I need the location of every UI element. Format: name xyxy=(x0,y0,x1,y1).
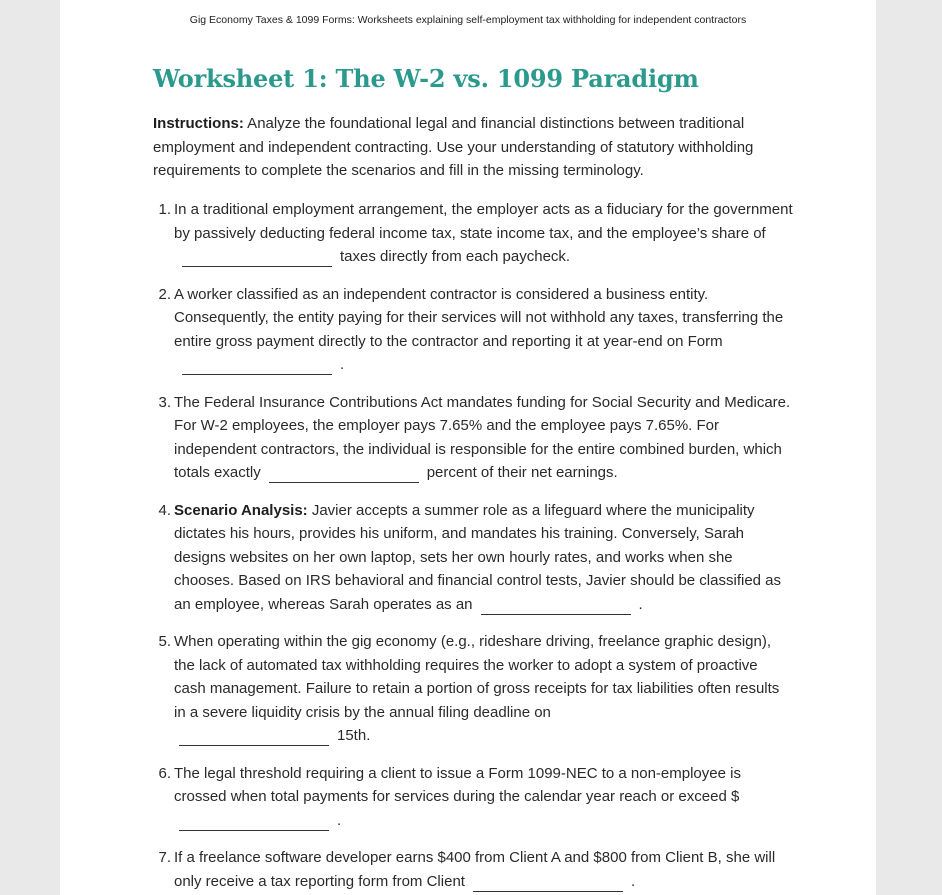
answer-blank[interactable] xyxy=(179,728,329,746)
question-item xyxy=(153,846,793,893)
question-text-after: . xyxy=(638,595,643,613)
question-text: In a traditional employment arrangement, the employer acts as a fiduciary for the government by passively deducting federal income tax, state income tax, and the employee’s share of xyxy=(174,201,793,242)
question-number: 6. xyxy=(158,764,171,782)
question-text-after: percent of their net earnings. xyxy=(426,464,618,481)
answer-blank[interactable] xyxy=(473,874,623,892)
question-text-after: 15th. xyxy=(337,727,371,744)
answer-blank[interactable] xyxy=(179,813,329,831)
question-text-after: taxes directly from each paycheck. xyxy=(340,248,571,265)
instructions-text: Analyze the foundational legal and financial distinctions between traditional employment and independent contracting. Use your understanding of statutory withholding requirements to complete the scenarios and fill in the missing terminology. xyxy=(153,115,754,179)
answer-blank[interactable] xyxy=(269,465,419,483)
question-number: 2. xyxy=(158,285,171,303)
question-text: When operating within the gig economy (e.g., rideshare driving, freelance graphic design), the lack of automated tax withholding requires the worker to adopt a system of proactive cash management. Failure to retain a portion of gross receipts for tax liabilities often results in a severe liquidity crisis by the annual filing deadline on xyxy=(174,633,780,721)
question-list xyxy=(153,198,793,895)
question-item xyxy=(153,283,793,377)
question-number: 3. xyxy=(158,393,171,411)
question-item xyxy=(153,630,793,748)
question-text: If a freelance software developer earns $400 from Client A and $800 from Client B, she will only receive a tax reporting form from Client xyxy=(174,849,776,890)
question-number: 4. xyxy=(158,501,171,519)
question-text-after: . xyxy=(337,811,342,829)
question-text-after: . xyxy=(630,872,636,890)
question-item xyxy=(153,499,793,617)
worksheet-title: Worksheet 1: The W-2 vs. 1099 Paradigm xyxy=(153,64,699,93)
answer-blank[interactable] xyxy=(182,357,332,375)
running-header: Gig Economy Taxes & 1099 Forms: Worksheets explaining self-employment tax withholding for independent contractors xyxy=(189,14,747,26)
question-item xyxy=(153,391,793,485)
question-item xyxy=(153,762,793,833)
answer-blank[interactable] xyxy=(481,597,631,615)
question-text: The legal threshold requiring a client to issue a Form 1099-NEC to a non-employee is crossed when total payments for services during the calendar year reach or exceed $ xyxy=(174,764,741,805)
worksheet-page xyxy=(60,0,876,895)
instructions-paragraph xyxy=(153,112,783,183)
instructions-label: Instructions: xyxy=(153,115,244,132)
question-item xyxy=(153,198,793,269)
question-number: 5. xyxy=(158,633,171,650)
question-number: 7. xyxy=(158,849,171,866)
answer-blank[interactable] xyxy=(182,249,332,267)
question-text: Javier accepts a summer role as a lifeguard where the municipality dictates his hours, provides his uniform, and mandates his training. Conversely, Sarah designs websites on her own laptop, sets her own hourly rates, and works when she chooses. Based on IRS behavioral and financial control tests, Javier should be classified as an employee, whereas Sarah operates as an xyxy=(174,501,782,613)
question-text: The Federal Insurance Contributions Act mandates funding for Social Security and Medicare. For W-2 employees, the employer pays 7.65% and the employee pays 7.65%. For independent contractors, the individual is responsible for the entire combined burden, which totals exactly xyxy=(174,393,791,481)
question-number: 1. xyxy=(158,201,171,218)
question-text-after: . xyxy=(340,356,345,373)
scenario-label: Scenario Analysis: xyxy=(174,501,308,519)
question-text: A worker classified as an independent contractor is considered a business entity. Consequently, the entity paying for their services will not withhold any taxes, transferring the entire gross payment directly to the contractor and reporting it at year-end on Form xyxy=(174,285,784,350)
